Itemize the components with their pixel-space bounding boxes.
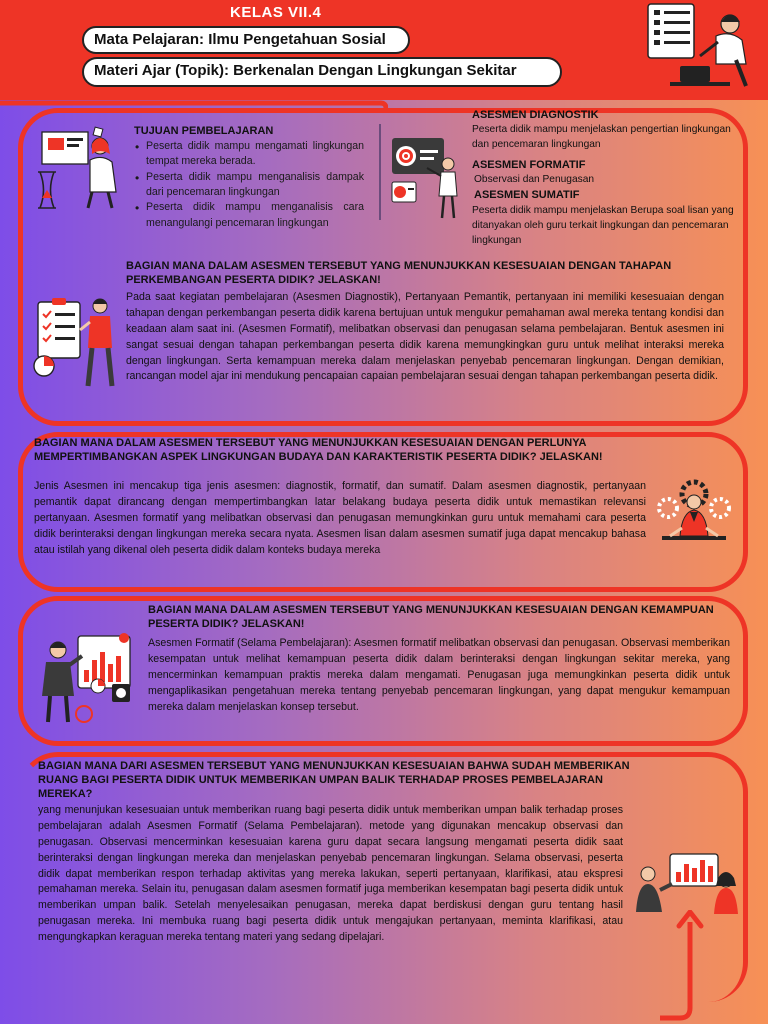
section-1-title: BAGIAN MANA DALAM ASESMEN TERSEBUT YANG MENUNJUKKAN KESESUAIAN DENGAN TAHAPAN PERKEMBANGAN PESERTA DIDIK? JELASKAN! [126,260,672,286]
summative-title: ASESMEN SUMATIF [474,189,580,201]
topic-pill: Materi Ajar (Topik): Berkenalan Dengan Lingkungan Sekitar [82,57,562,87]
diagnostic-text: Peserta didik mampu menjelaskan pengertian lingkungan dan pencemaran lingkungan [472,124,731,150]
summative-text: Peserta didik mampu menjelaskan Berupa soal lisan yang ditanyakan oleh guru terkait lingkungan dan pencemaran lingkungan [472,205,734,246]
section-4-body: yang menunjukan kesesuaian untuk memberikan ruang bagi peserta didik untuk memberikan umpan balik terhadap proses pembelajaran adalah Asesmen Formatif (Selama Pembelajaran). metode yang digunakan mencakup observasi dan penugasan. Observasi mencerminkan kesesuaian karena guru dapat secara langsung mengamati peserta didik saat berinteraksi dengan lingkungan mereka dan menjelaskan penyebab pencemaran lingkungan. Selama observasi, peserta didik dapat memberikan respon terhadap aktivitas yang mereka lakukan, seperti pertanyaan, klarifikasi, atau ekspresi pemahaman mereka. Selain itu, penugasan dalam asesmen formatif juga memberikan kesempatan bagi peserta didik untuk memberikan umpan balik. Setelah menyelesaikan penugasan, mereka dapat berdiskusi dengan guru tentang hasil penugasan mereka. Ini membuka ruang bagi peserta didik untuk mengajukan pertanyaan, meminta klarifikasi, atau mengungkapkan keraguan mereka tentang materi yang sedang dipelajari. [38,804,623,944]
arrow-up-icon [660,910,740,1022]
formative-title: ASESMEN FORMATIF [472,159,586,171]
section-3-title: BAGIAN MANA DALAM ASESMEN TERSEBUT YANG MENUNJUKKAN KESESUAIAN DENGAN KEMAMPUAN PESERTA DIDIK? JELASKAN! [148,604,714,630]
person-with-checklist-icon [640,0,760,92]
presentation-with-hourglass-icon [34,124,128,210]
person-with-gears-icon [654,478,734,548]
section-4-title: BAGIAN MANA DARI ASESMEN TERSEBUT YANG MENUNJUKKAN KESESUAIAN BAHWA SUDAH MEMBERIKAN RUANG BAGI PESERTA DIDIK UNTUK MEMBERIKAN UMPAN BALIK TERHADAP PROSES PEMBELAJARAN MEREKA? [38,760,630,800]
learning-goals-title: TUJUAN PEMBELAJARAN [134,125,274,137]
diagnostic-title: ASESMEN DIAGNOSTIK [472,109,599,121]
class-label: KELAS VII.4 [230,4,322,21]
subject-pill: Mata Pelajaran: Ilmu Pengetahuan Sosial [82,26,410,54]
track-connector [0,100,388,110]
checklist-clipboard-icon [30,294,124,392]
chart-presentation-icon [38,630,162,726]
column-divider [379,124,381,220]
section-1-body: Pada saat kegiatan pembelajaran (Asesmen Diagnostik), Pertanyaan Pemantik, pertanyaan ini memiliki kesesuaian dengan tahapan dengan perkembangan peserta didik karena bertujuan untuk mengukur pemahaman awal mereka tentang kondisi dan keadaan alam saat ini. (Asesmen Formatif), melibatkan observasi dan penugasan selama pembelajaran. Bentuk asesmen ini sangat sesuai dengan tahapan perkembangan peserta didik karena memungkingkan guru untuk melihat interaksi mereka dengan lingkungan. Serta kemampuan mereka dalam menjelaskan penyebab pencemaran lingkungan. Dengan demikian, rancangan model ajar ini mendukung pencapaian capaian pembelajaran sesuai dengan tahapan perkembangan peserta didik. [126,291,724,383]
target-presentation-icon [388,132,464,222]
section-3-body: Asesmen Formatif (Selama Pembelajaran): Asesmen formatif melibatkan observasi dan penugasan. Observasi memberikan kesempatan untuk melihat kemampuan peserta didik dalam berinteraksi dengan lingkungan sekitar mereka, yang mencerminkan kemampuan praktis mereka dalam mengamati. Penugasan juga memungkinkan peserta didik untuk mengaplikasikan pengetahuan mereka tentang penyebab pencemaran lingkungan, yang dapat mengukur kemampuan mereka dalam menjelaskan konsep tersebut. [148,637,730,713]
learning-goal-item: • Peserta didik mampu menganalisis dampak dari pencemaran lingkungan [134,170,364,201]
learning-goals-list [134,139,364,231]
learning-goal-item: • Peserta didik mampu menganalisis cara menangulangi pencemaran lingkungan [134,200,364,231]
formative-text: Observasi dan Penugasan [474,174,595,185]
section-2-body: Jenis Asesmen ini mencakup tiga jenis asesmen: diagnostik, formatif, dan sumatif. Dalam asesmen diagnostik, pertanyaan pemantik dapat dirancang dengan mempertimbangkan latar belakang budaya peserta didik untuk memastikan relevansi pertanyaan. Asesmen formatif yang melibatkan observasi dan penugasan memungkinkan guru untuk memahami cara peserta didik berinteraksi dengan lingkungan mereka secara nyata. Asesmen lisan dalam asesmen sumatif juga dapat mencakup bahasa atau istilah yang dikenal oleh peserta didik dalam konteks budaya mereka [34,480,646,556]
learning-goal-item: • Peserta didik mampu mengamati lingkungan tempat mereka berada. [134,139,364,170]
section-2-title: BAGIAN MANA DALAM ASESMEN TERSEBUT YANG MENUNJUKKAN KESESUAIAN DENGAN PERLUNYA MEMPERTIMBANGKAN ASPEK LINGKUNGAN BUDAYA DAN KARAKTERISTIK PESERTA DIDIK? JELASKAN! [34,437,603,463]
